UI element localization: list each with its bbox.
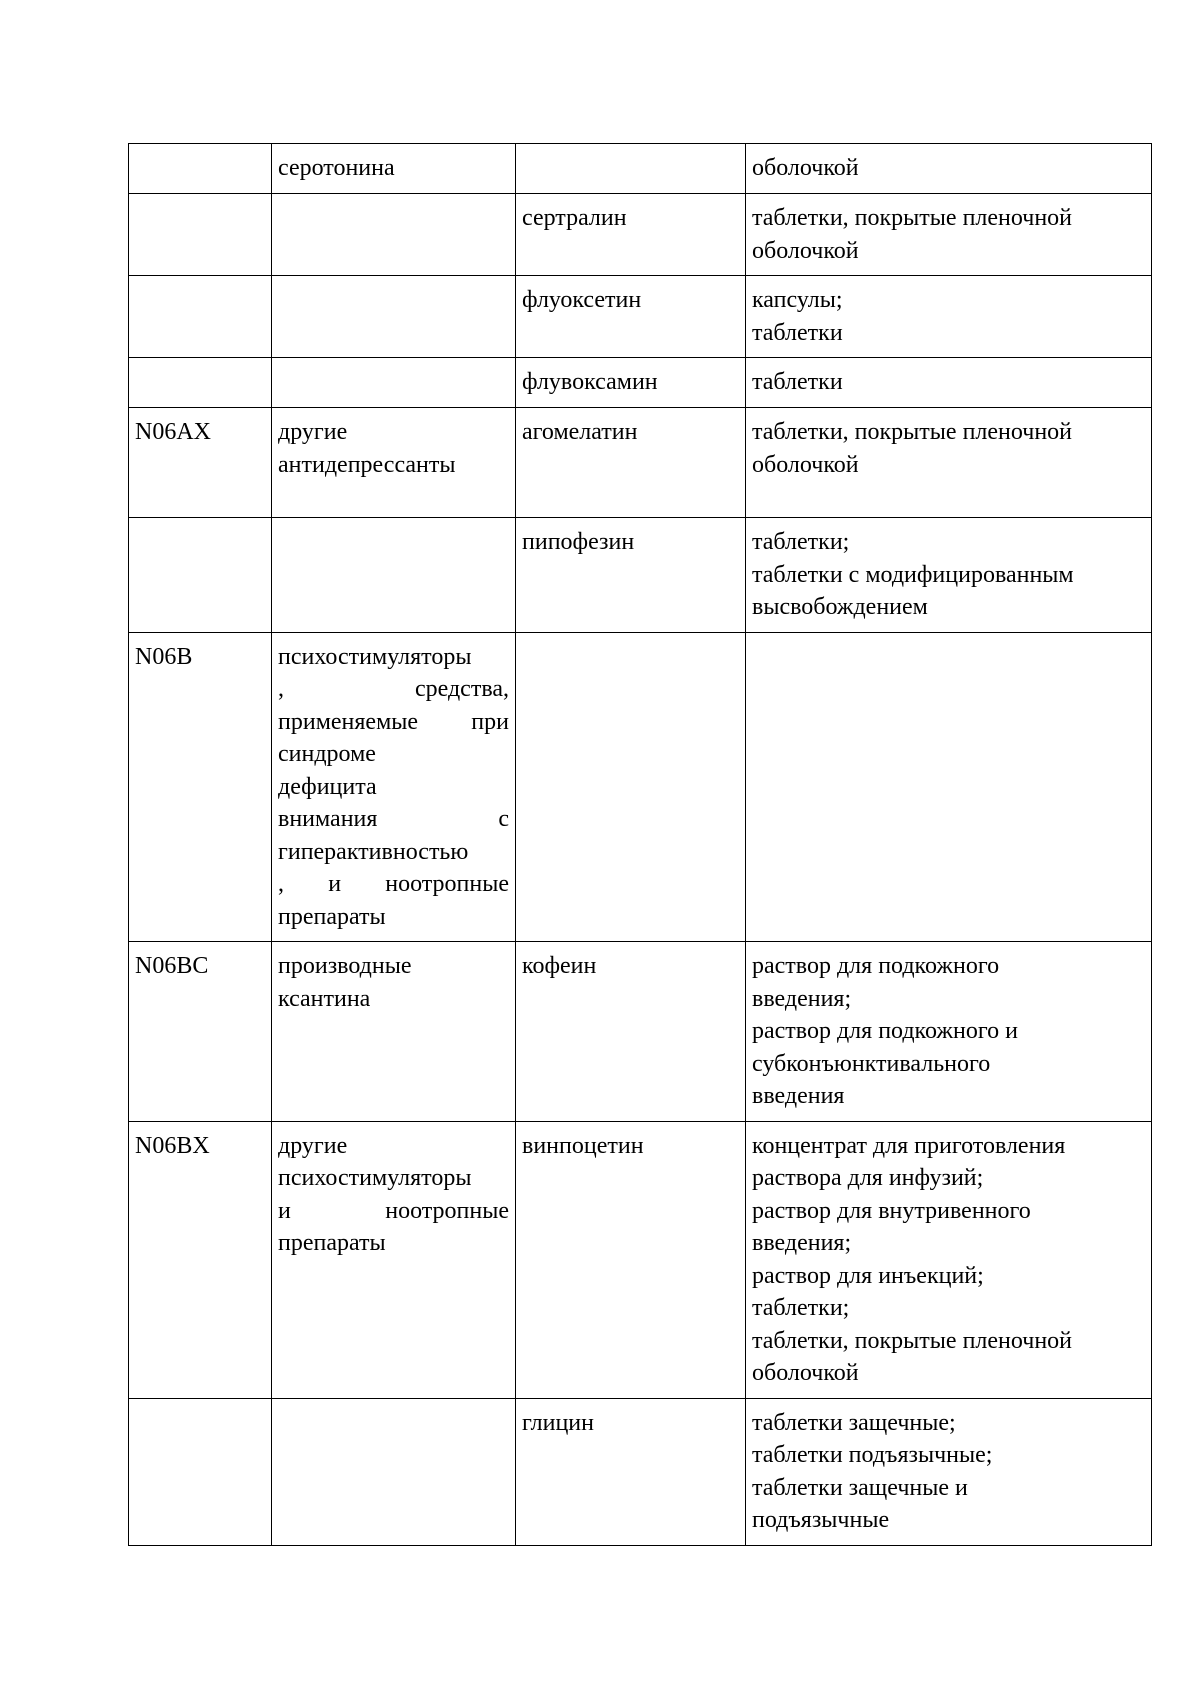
drug-name: сертралин: [522, 205, 627, 231]
dosage-form-line: таблетки, покрытые пленочной: [752, 205, 1073, 231]
dosage-form-line: введения;: [752, 1230, 852, 1256]
dosage-form-line: таблетки защечные;: [752, 1409, 956, 1436]
dosage-form-line: раствор для подкожного: [752, 953, 1000, 979]
dosage-form-line: раствор для инъекций;: [752, 1262, 984, 1289]
dosage-form-line: высвобождением: [752, 594, 928, 620]
atc-code: N06BX: [135, 1132, 210, 1159]
atc-code-cell: [129, 518, 272, 633]
group-line: производные: [278, 953, 412, 979]
atc-group-cell: [272, 276, 516, 358]
table-body: [129, 144, 1152, 1546]
dosage-form-line: оболочкой: [752, 451, 859, 478]
dosage-form-line: оболочкой: [752, 237, 859, 264]
dosage-form-line: раствор для подкожного и: [752, 1018, 1018, 1044]
medication-table: [128, 143, 1152, 1546]
atc-code-cell: [129, 408, 272, 518]
drug-name-cell: [516, 408, 746, 518]
dosage-form-line: раствора для инфузий;: [752, 1165, 984, 1191]
atc-group-cell: [272, 358, 516, 408]
drug-name-cell: [516, 358, 746, 408]
atc-group-cell: [272, 408, 516, 518]
atc-code-cell: [129, 144, 272, 194]
table-row: [129, 518, 1152, 633]
group-line: и ноотропные: [278, 1197, 509, 1224]
atc-code: N06AX: [135, 419, 211, 445]
drug-name-cell: [516, 276, 746, 358]
dosage-form-line: капсулы;: [752, 287, 843, 313]
table-row: [129, 1398, 1152, 1545]
dosage-form-line: таблетки, покрытые пленочной: [752, 419, 1073, 445]
drug-name-cell: [516, 1121, 746, 1398]
drug-name: агомелатин: [522, 419, 638, 445]
dosage-form-line: введения;: [752, 985, 852, 1012]
dosage-form-cell: [746, 144, 1152, 194]
atc-code-cell: [129, 632, 272, 942]
dosage-form-line: таблетки: [752, 369, 843, 395]
table-row: [129, 408, 1152, 518]
drug-name-cell: [516, 144, 746, 194]
dosage-form-line: концентрат для приготовления: [752, 1132, 1066, 1159]
table-row: [129, 144, 1152, 194]
dosage-form-cell: [746, 276, 1152, 358]
table-row: [129, 194, 1152, 276]
table-row: [129, 276, 1152, 358]
atc-code-cell: [129, 1121, 272, 1398]
group-line: другие: [278, 1132, 348, 1159]
group-line: психостимуляторы: [278, 1165, 472, 1191]
atc-group-cell: [272, 1398, 516, 1545]
drug-name: кофеин: [522, 953, 597, 979]
group-line: дефицита: [278, 773, 377, 800]
group-line: синдроме: [278, 741, 376, 767]
atc-code-cell: [129, 1398, 272, 1545]
dosage-form-line: оболочкой: [752, 1360, 859, 1386]
atc-code: N06B: [135, 643, 193, 670]
drug-name: пипофезин: [522, 529, 635, 555]
group-line: , средства,: [278, 676, 509, 702]
group-line: серотонина: [278, 155, 395, 181]
group-line: антидепрессанты: [278, 451, 456, 478]
dosage-form-cell: [746, 408, 1152, 518]
dosage-form-line: таблетки;: [752, 529, 850, 555]
atc-group-cell: [272, 942, 516, 1122]
atc-group-cell: [272, 194, 516, 276]
dosage-form-line: введения: [752, 1083, 845, 1109]
atc-code-cell: [129, 194, 272, 276]
group-line: препараты: [278, 1230, 386, 1256]
table-row: [129, 632, 1152, 942]
dosage-form-cell: [746, 632, 1152, 942]
drug-name-cell: [516, 1398, 746, 1545]
atc-group-cell: [272, 1121, 516, 1398]
table-row: [129, 942, 1152, 1122]
dosage-form-cell: [746, 194, 1152, 276]
dosage-form-line: таблетки: [752, 319, 843, 346]
dosage-form-line: таблетки, покрытые пленочной: [752, 1327, 1073, 1354]
drug-name-cell: [516, 632, 746, 942]
group-line: внимания с: [278, 806, 509, 832]
atc-group-cell: [272, 144, 516, 194]
atc-code-cell: [129, 942, 272, 1122]
atc-group-cell: [272, 518, 516, 633]
group-line: психостимуляторы: [278, 643, 472, 670]
group-line: гиперактивностью: [278, 838, 469, 865]
dosage-form-line: таблетки подъязычные;: [752, 1442, 993, 1468]
atc-group-cell: [272, 632, 516, 942]
group-line: , и ноотропные: [278, 871, 509, 897]
dosage-form-line: таблетки;: [752, 1295, 850, 1321]
dosage-form-line: таблетки защечные и: [752, 1474, 968, 1501]
drug-name: глицин: [522, 1409, 594, 1436]
group-line: другие: [278, 419, 348, 445]
atc-code: N06BC: [135, 953, 209, 979]
dosage-form-cell: [746, 1121, 1152, 1398]
atc-code-cell: [129, 276, 272, 358]
drug-name-cell: [516, 194, 746, 276]
drug-name: флуоксетин: [522, 287, 642, 313]
atc-code-cell: [129, 358, 272, 408]
dosage-form-line: раствор для внутривенного: [752, 1197, 1031, 1224]
dosage-form-cell: [746, 358, 1152, 408]
group-line: применяемые при: [278, 708, 509, 735]
group-line: ксантина: [278, 985, 371, 1012]
drug-name: винпоцетин: [522, 1132, 644, 1159]
drug-name: флувоксамин: [522, 369, 658, 395]
dosage-form-cell: [746, 1398, 1152, 1545]
dosage-form-line: оболочкой: [752, 155, 859, 181]
dosage-form-cell: [746, 518, 1152, 633]
dosage-form-line: субконъюнктивального: [752, 1050, 991, 1077]
dosage-form-line: подъязычные: [752, 1507, 890, 1533]
dosage-form-line: таблетки с модифицированным: [752, 561, 1074, 588]
drug-name-cell: [516, 518, 746, 633]
table-row: [129, 1121, 1152, 1398]
group-line: препараты: [278, 903, 386, 930]
drug-name-cell: [516, 942, 746, 1122]
table-row: [129, 358, 1152, 408]
dosage-form-cell: [746, 942, 1152, 1122]
